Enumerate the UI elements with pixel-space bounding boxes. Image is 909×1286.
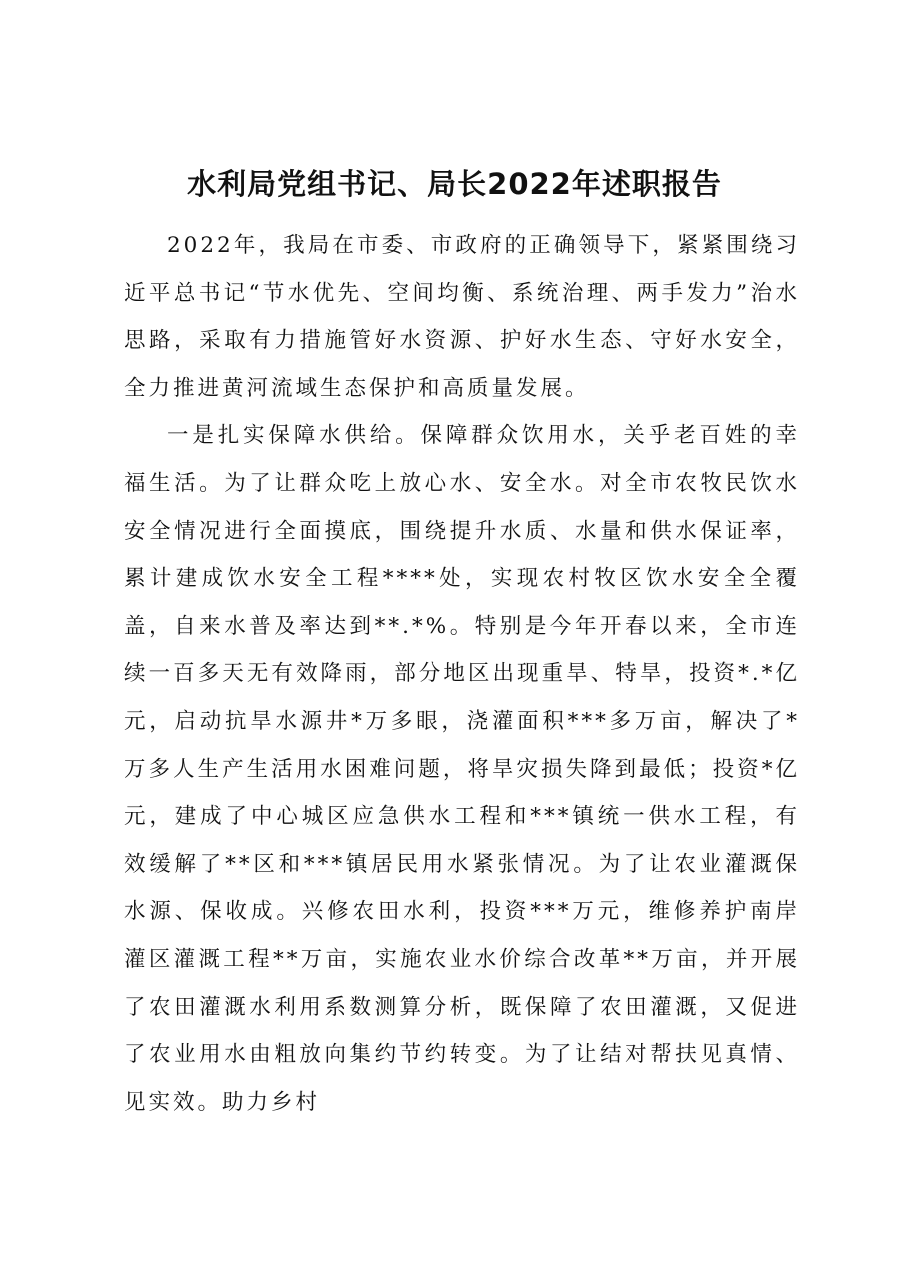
paragraph-water-supply: 一是扎实保障水供给。保障群众饮用水，关乎老百姓的幸福生活。为了让群众吃上放心水、安全水。对全市农牧民饮水安全情况进行全面摸底，围绕提升水质、水量和供水保证率，累计建成饮水安全工程****处，实现农村牧区饮水安全全覆盖，自来水普及率达到**.*%。特别是今年开春以来，全市连续一百多天无有效降雨，部分地区出现重旱、特旱，投资*.*亿元，启动抗旱水源井*万多眼，浇灌面积***多万亩，解决了*万多人生产生活用水困难问题，将旱灾损失降到最低；投资*亿元，建成了中心城区应急供水工程和***镇统一供水工程，有效缓解了**区和***镇居民用水紧张情况。为了让农业灌溉保水源、保收成。兴修农田水利，投资***万元，维修养护南岸灌区灌溉工程**万亩，实施农业水价综合改革**万亩，并开展了农田灌溉水利用系数测算分析，既保障了农田灌溉，又促进了农业用水由粗放向集约节约转变。为了让结对帮扶见真情、见实效。助力乡村 <box>124 423 800 1115</box>
paragraph-intro: 2022年，我局在市委、市政府的正确领导下，紧紧围绕习近平总书记“节水优先、空间均衡、系统治理、两手发力”治水思路，采取有力措施管好水资源、护好水生态、守好水安全，全力推进黄河流域生态保护和高质量发展。 <box>124 233 800 401</box>
document-title: 水利局党组书记、局长2022年述职报告 <box>187 167 722 201</box>
document-body <box>124 222 800 1126</box>
